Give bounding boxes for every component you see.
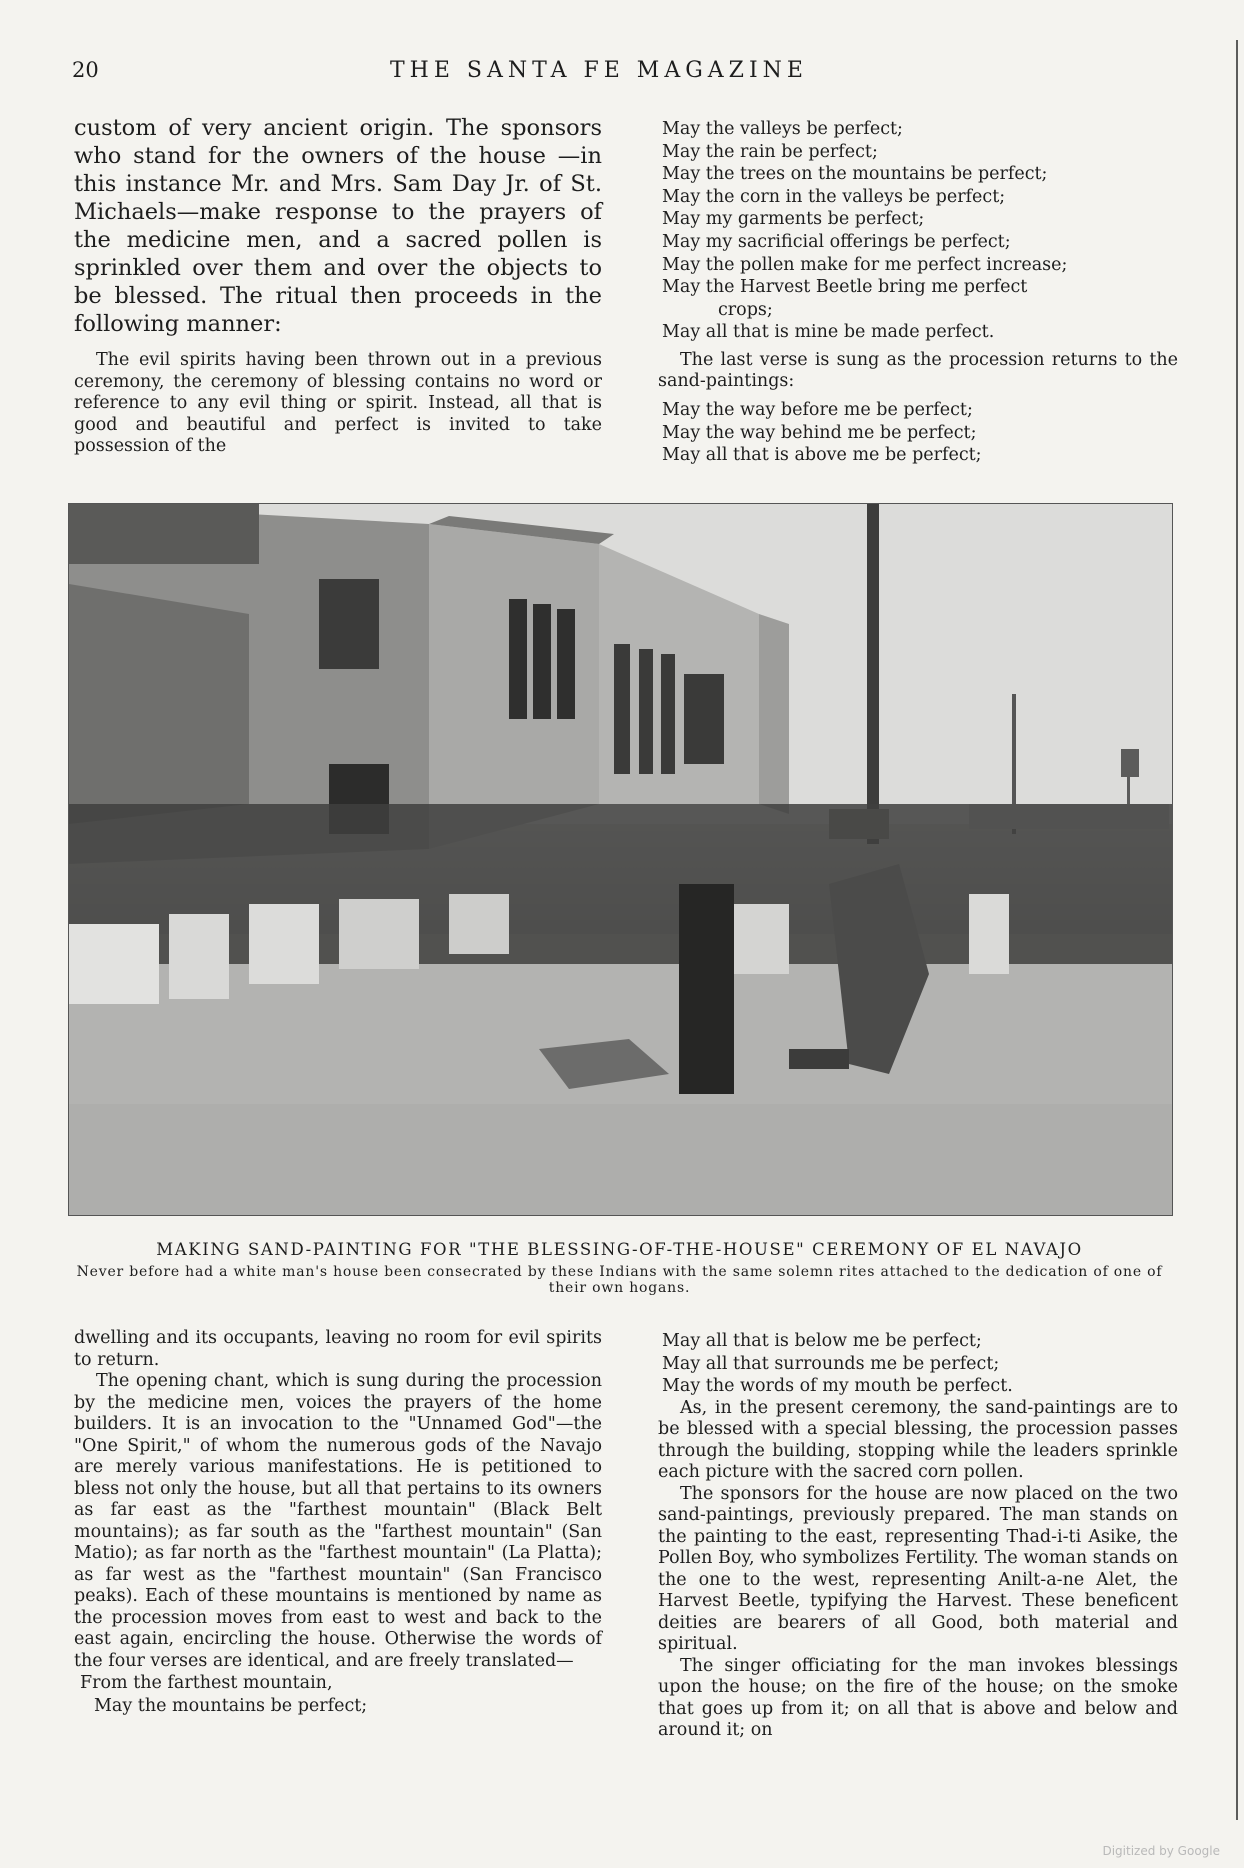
verse-line: May all that surrounds me be perfect; xyxy=(662,1353,1000,1374)
top-left-column xyxy=(74,114,602,458)
scan-edge xyxy=(1236,40,1238,1820)
verse-line: May the trees on the mountains be perfect; xyxy=(662,164,1048,185)
paragraph: The last verse is sung as the procession returns to the sand-paintings: xyxy=(658,349,1178,392)
paragraph: The singer officiating for the man invokes blessings upon the house; on the fire of the house; on the smoke that goes up from it; on all that is above and below and around it; on xyxy=(658,1655,1178,1741)
verse-line: May the Harvest Beetle bring me perfect xyxy=(662,277,1028,298)
digitized-watermark: Digitized by Google xyxy=(1102,1844,1220,1858)
verse-line: May the corn in the valleys be perfect; xyxy=(662,186,1006,207)
verse-block xyxy=(658,1330,1178,1398)
verse-line: May all that is above me be perfect; xyxy=(662,445,982,466)
ceremony-photograph xyxy=(68,503,1173,1216)
verse-block xyxy=(74,1672,602,1717)
verse-line: crops; xyxy=(718,299,773,320)
figure-caption-subtitle: Never before had a white man's house been consecrated by these Indians with the same solemn rites attached to the dedication of one of their own hogans. xyxy=(76,1264,1163,1296)
verse-block xyxy=(658,118,1178,344)
verse-line: May the way before me be perfect; xyxy=(662,399,973,420)
paragraph: The opening chant, which is sung during the procession by the medicine men, voices the prayers of the home builders. It is an invocation to the "Unnamed God"—the "One Spirit," of whom the numerous gods of the Navajo are merely various manifestations. He is petitioned to bless not only the house, but all that pertains to its owners as far east as the "farthest mountain" (Black Belt mountains); as far south as the "farthest mountain" (San Matio); as far north as the "farthest mountain" (La Platta); as far west as the "farthest mountain" (San Francisco peaks). Each of these mountains is mentioned by name as the procession moves from east to west and back to the east again, encircling the house. Otherwise the words of the four verses are identical, and are freely translated— xyxy=(74,1371,602,1671)
paragraph: The evil spirits having been thrown out in a previous ceremony, the ceremony of blessing contains no word or reference to any evil thing or spirit. Instead, all that is good and beautiful and perfect is invited to take possession of the xyxy=(74,350,602,456)
running-head: THE SANTA FE MAGAZINE xyxy=(390,58,808,83)
top-right-column xyxy=(658,118,1178,467)
bottom-right-column xyxy=(658,1330,1178,1742)
paragraph: As, in the present ceremony, the sand-paintings are to be blessed with a special blessing, the procession passes through the building, stopping while the leaders sprinkle each picture with the sacred corn pollen. xyxy=(658,1397,1178,1483)
page-number: 20 xyxy=(72,58,99,82)
verse-line: May the rain be perfect; xyxy=(662,141,878,162)
verse-line: May the valleys be perfect; xyxy=(662,119,903,139)
verse-line: May the words of my mouth be perfect. xyxy=(662,1376,1013,1397)
verse-line: May the pollen make for me perfect increase; xyxy=(662,254,1068,275)
paragraph: The sponsors for the house are now placed on the two sand-paintings, previously prepared. The man stands on the painting to the east, representing Thad-i-ti Asike, the Pollen Boy, who symbolizes Fertility. The woman stands on the one to the west, representing Anilt-a-ne Alet, the Harvest Beetle, typifying the Harvest. These beneficent deities are bearers of all Good, both material and spiritual. xyxy=(658,1483,1178,1655)
figure-caption-title: MAKING SAND-PAINTING FOR "THE BLESSING-OF-THE-HOUSE" CEREMONY OF EL NAVAJO xyxy=(156,1240,1083,1259)
paragraph: dwelling and its occupants, leaving no room for evil spirits to return. xyxy=(74,1328,602,1370)
verse-line: May my sacrificial offerings be perfect; xyxy=(662,231,1011,252)
verse-block xyxy=(658,399,1178,467)
verse-line: May all that is below me be perfect; xyxy=(662,1331,982,1351)
lead-paragraph: custom of very ancient origin. The sponsors who stand for the owners of the house —in this instance Mr. and Mrs. Sam Day Jr. of St. Michaels—make response to the prayers of the medicine men, and a sacred pollen is sprinkled over them and over the objects to be blessed. The ritual then proceeds in the following manner: xyxy=(74,115,602,337)
bottom-left-column xyxy=(74,1328,602,1717)
verse-line: May my garments be perfect; xyxy=(662,209,925,230)
verse-line: From the farthest mountain, xyxy=(80,1673,333,1693)
verse-line: May the way behind me be perfect; xyxy=(662,422,977,443)
verse-line: May all that is mine be made perfect. xyxy=(662,322,995,343)
verse-line: May the mountains be perfect; xyxy=(94,1695,368,1716)
